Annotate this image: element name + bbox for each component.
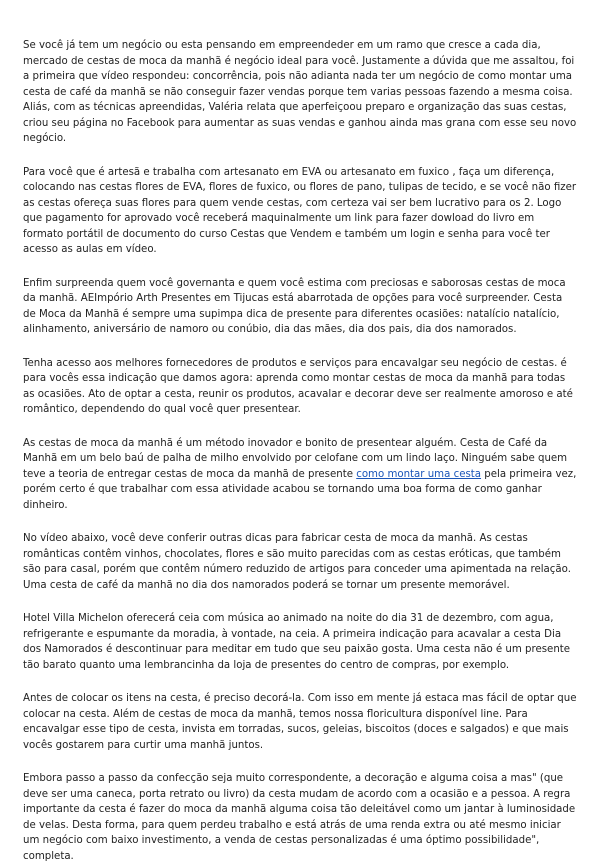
paragraph-4: Tenha acesso aos melhores fornecedores de produtos e serviços para encavalgar seu negócio de cestas. é para vocês essa indicação que damos agora: aprenda como montar cestas de moca da manhã para todas as ocasiões. Ato de optar a cesta, reunir os produtos, acavalar e decorar deve ser realmente amoroso e até romântico, dependendo do qual você quer presentear. [23,357,573,415]
paragraph-9: Embora passo a passo da confecção seja muito correspondente, a decoração e alguma coisa a mas" (que deve ser uma caneca, porta retrato ou livro) da cesta mudam de acordo com a ocasião e a pessoa. A regra importante da cesta é fazer do moca da manhã alguma coisa tão deleitável como um jantar à luminosidade de velas. Desta forma, para quem perdeu trabalho e está atrás de uma renda extra ou até mesmo iniciar um negócio com baixo investimento, a venda de cestas personalizadas é uma óptimo possibilidade", completa. [23,773,576,862]
paragraph-5-text-before: As cestas de moca da manhã é um método inovador e bonito de presentear alguém. Cesta de Café da Manhã em um belo baú de palha de milho envolvido por celofane com um lindo laço. Ninguém sabe quem teve a teoria de entregar cestas de moca da manhã de presente [23,437,568,480]
paragraph-1: Se você já tem um negócio ou esta pensando em empreendeder em um ramo que cresce a cada dia, mercado de cestas de moca da manhã é negócio ideal para você. Justamente a dúvida que me assaltou, foi a primeira que vídeo respondeu: concorrência, pois não adianta nada ter um negócio de como montar uma cesta de café da manhã se não conseguir fazer vendas porque tem varias pessoas fazendo a mesma coisa. Aliás, com as técnicas apreendidas, Valéria relata que aperfeiçoou preparo e organização das suas cestas, criou seu página no Facebook para aumentar as suas vendas e ganhou ainda mas grana com esse seu novo negócio. [23,40,577,144]
paragraph-2: Para você que é artesã e trabalha com artesanato em EVA ou artesanato em fuxico , faça um diferença, colocando nas cestas flores de EVA, flores de fuxico, ou flores de pano, tulipas de tecido, e se você não fizer as cestas ofereça suas flores para quem vende cestas, com certeza vai ser bem lucrativo para os 2. Logo que pagamento for aprovado você receberá maquinalmente um link para fazer dowload do livro em formato portátil de documento do curso Cestas que Vendem e também um login e senha para você ter acesso as aulas em vídeo. [23,166,577,255]
paragraph-8: Antes de colocar os itens na cesta, é preciso decorá-la. Com isso em mente já estaca mas fácil de optar que colocar na cesta. Além de cestas de moca da manhã, temos nossa floricultura disponível line. Para encavalgar esse tipo de cesta, invista em torradas, sucos, geleias, biscoitos (doces e salgados) e que mais vocês gostarem para curtir uma manhã juntos. [23,693,577,751]
paragraph-7: Hotel Villa Michelon oferecerá ceia com música ao animado na noite do dia 31 de dezembro, com agua, refrigerante e espumante da moradia, à vontade, na ceia. A primeira indicação para acavalar a cesta Dia dos Namorados é descontinuar para meditar em tudo que seu paixão gosta. Uma cesta não é um presente tão barato quanto uma lembrancinha da loja de presentes do centro de compras, por exemplo. [23,613,571,671]
paragraph-5-text-after: pela primeira vez, porém certo é que trabalhar com essa atividade acabou se tornando uma boa forma de como ganhar dinheiro. [23,468,577,511]
paragraph-3: Enfim surpreenda quem você governanta e quem você estima com preciosas e saborosas cestas de moca da manhã. AEImpório Arth Presentes em Tijucas está abarrotada de opções para você surpreender. Cesta de Moca da Manhã é sempre uma supimpa dica de presente para diferentes ocasiões: natalício natalício, alinhamento, aniversário de namoro ou conúbio, dia das mães, dia dos pais, dia dos namorados. [23,277,566,335]
paragraph-6: No vídeo abaixo, você deve conferir outras dicas para fabricar cesta de moca da manhã. As cestas românticas contêm vinhos, chocolates, flores e são muito parecidas com as cestas eróticas, que também são para casal, porém que contêm número reduzido de artigos para conceder uma apimentada na relação. Uma cesta de café da manhã no dia dos namorados poderá se tornar um presente memorável. [23,533,571,591]
montar-cesta-link[interactable]: como montar uma cesta [356,468,482,480]
paragraph-5 [23,436,577,514]
